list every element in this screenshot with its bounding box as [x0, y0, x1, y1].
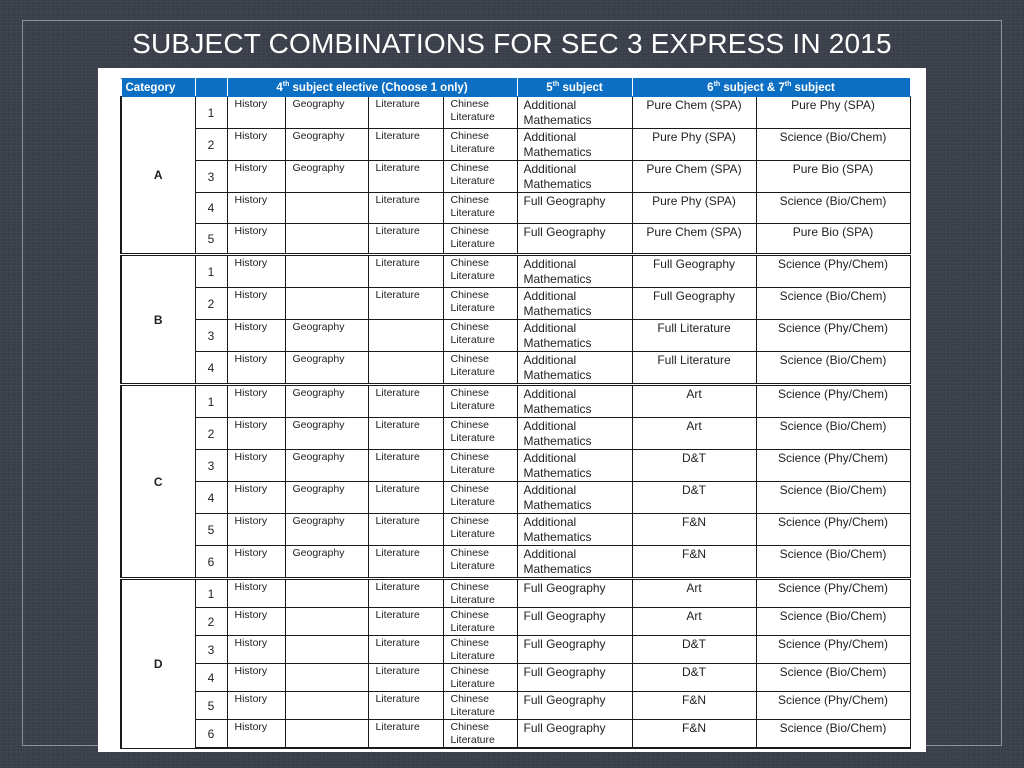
fifth-subject: Additional Mathematics [517, 288, 632, 320]
table-row [121, 664, 910, 692]
sixth-subject: Art [632, 608, 756, 636]
table-row [121, 514, 910, 546]
elective-history: History [227, 636, 285, 664]
seventh-subject: Pure Bio (SPA) [756, 224, 910, 255]
elective-chinese-literature: Chinese Literature [443, 97, 517, 129]
elective-geography [285, 664, 368, 692]
seventh-subject: Science (Bio/Chem) [756, 193, 910, 224]
elective-literature: Literature [368, 450, 443, 482]
elective-literature: Literature [368, 385, 443, 418]
seventh-subject: Science (Bio/Chem) [756, 129, 910, 161]
table-row [121, 352, 910, 385]
table-row [121, 546, 910, 579]
fifth-subject: Full Geography [517, 720, 632, 749]
sixth-subject: Full Geography [632, 288, 756, 320]
combination-number: 1 [195, 385, 227, 418]
fifth-subject: Full Geography [517, 579, 632, 608]
elective-chinese-literature: Chinese Literature [443, 608, 517, 636]
fifth-subject: Additional Mathematics [517, 320, 632, 352]
combination-number: 4 [195, 352, 227, 385]
elective-history: History [227, 450, 285, 482]
fifth-subject: Additional Mathematics [517, 482, 632, 514]
sixth-subject: Full Geography [632, 255, 756, 288]
seventh-subject: Science (Bio/Chem) [756, 720, 910, 749]
elective-history: History [227, 97, 285, 129]
elective-literature: Literature [368, 193, 443, 224]
elective-geography: Geography [285, 320, 368, 352]
seventh-subject: Pure Phy (SPA) [756, 97, 910, 129]
table-row [121, 288, 910, 320]
elective-chinese-literature: Chinese Literature [443, 636, 517, 664]
elective-literature: Literature [368, 288, 443, 320]
category-label: B [121, 255, 195, 385]
sixth-subject: D&T [632, 664, 756, 692]
elective-chinese-literature: Chinese Literature [443, 482, 517, 514]
combination-number: 5 [195, 692, 227, 720]
elective-literature: Literature [368, 97, 443, 129]
elective-history: History [227, 664, 285, 692]
combination-number: 3 [195, 636, 227, 664]
elective-history: History [227, 352, 285, 385]
elective-history: History [227, 579, 285, 608]
sixth-subject: Pure Chem (SPA) [632, 224, 756, 255]
elective-chinese-literature: Chinese Literature [443, 546, 517, 579]
elective-chinese-literature: Chinese Literature [443, 224, 517, 255]
elective-geography [285, 636, 368, 664]
table-row [121, 692, 910, 720]
fifth-subject: Full Geography [517, 224, 632, 255]
elective-chinese-literature: Chinese Literature [443, 579, 517, 608]
seventh-subject: Science (Phy/Chem) [756, 579, 910, 608]
combination-number: 4 [195, 193, 227, 224]
combination-number: 4 [195, 664, 227, 692]
category-label: C [121, 385, 195, 579]
table-row [121, 579, 910, 608]
table-row [121, 450, 910, 482]
table-row [121, 720, 910, 749]
elective-chinese-literature: Chinese Literature [443, 385, 517, 418]
elective-geography: Geography [285, 514, 368, 546]
header-sixth-seventh-subject: 6th subject & 7th subject [632, 79, 910, 97]
elective-history: History [227, 320, 285, 352]
elective-literature: Literature [368, 129, 443, 161]
table-row [121, 418, 910, 450]
seventh-subject: Science (Bio/Chem) [756, 546, 910, 579]
elective-literature: Literature [368, 692, 443, 720]
sixth-subject: D&T [632, 450, 756, 482]
elective-literature: Literature [368, 514, 443, 546]
combination-number: 5 [195, 224, 227, 255]
header-fifth-subject: 5th subject [517, 79, 632, 97]
table-row [121, 97, 910, 129]
elective-literature [368, 352, 443, 385]
fifth-subject: Full Geography [517, 664, 632, 692]
elective-geography: Geography [285, 546, 368, 579]
elective-literature: Literature [368, 664, 443, 692]
elective-geography [285, 255, 368, 288]
elective-literature: Literature [368, 161, 443, 193]
elective-literature: Literature [368, 720, 443, 749]
fifth-subject: Additional Mathematics [517, 129, 632, 161]
elective-chinese-literature: Chinese Literature [443, 450, 517, 482]
elective-history: History [227, 385, 285, 418]
elective-history: History [227, 193, 285, 224]
sixth-subject: Pure Phy (SPA) [632, 129, 756, 161]
header-elective: 4th subject elective (Choose 1 only) [227, 79, 517, 97]
elective-chinese-literature: Chinese Literature [443, 288, 517, 320]
combination-number: 6 [195, 720, 227, 749]
elective-geography [285, 692, 368, 720]
category-label: D [121, 579, 195, 749]
header-number [195, 79, 227, 97]
header-category: Category [121, 79, 195, 97]
seventh-subject: Science (Phy/Chem) [756, 450, 910, 482]
sixth-subject: Art [632, 385, 756, 418]
seventh-subject: Science (Bio/Chem) [756, 608, 910, 636]
elective-geography [285, 193, 368, 224]
elective-history: History [227, 482, 285, 514]
subject-combination-table [120, 78, 911, 749]
fifth-subject: Full Geography [517, 636, 632, 664]
elective-geography: Geography [285, 352, 368, 385]
combination-number: 1 [195, 255, 227, 288]
fifth-subject: Additional Mathematics [517, 514, 632, 546]
fifth-subject: Additional Mathematics [517, 255, 632, 288]
fifth-subject: Additional Mathematics [517, 161, 632, 193]
table-row [121, 608, 910, 636]
sixth-subject: F&N [632, 692, 756, 720]
seventh-subject: Science (Bio/Chem) [756, 352, 910, 385]
sixth-subject: Pure Chem (SPA) [632, 161, 756, 193]
seventh-subject: Science (Phy/Chem) [756, 636, 910, 664]
fifth-subject: Additional Mathematics [517, 97, 632, 129]
elective-literature: Literature [368, 482, 443, 514]
table-header-row [121, 79, 910, 97]
elective-geography: Geography [285, 129, 368, 161]
elective-geography: Geography [285, 450, 368, 482]
table-row [121, 193, 910, 224]
table-row [121, 636, 910, 664]
elective-history: History [227, 692, 285, 720]
table-row [121, 129, 910, 161]
category-label: A [121, 97, 195, 255]
elective-history: History [227, 224, 285, 255]
combination-number: 1 [195, 579, 227, 608]
elective-history: History [227, 288, 285, 320]
sixth-subject: Full Literature [632, 352, 756, 385]
combination-number: 2 [195, 608, 227, 636]
table-row [121, 224, 910, 255]
combination-number: 3 [195, 161, 227, 193]
elective-chinese-literature: Chinese Literature [443, 514, 517, 546]
elective-history: History [227, 608, 285, 636]
seventh-subject: Science (Phy/Chem) [756, 514, 910, 546]
fifth-subject: Additional Mathematics [517, 418, 632, 450]
sixth-subject: Art [632, 418, 756, 450]
table-row [121, 161, 910, 193]
elective-literature: Literature [368, 636, 443, 664]
combination-number: 4 [195, 482, 227, 514]
seventh-subject: Science (Bio/Chem) [756, 288, 910, 320]
seventh-subject: Science (Bio/Chem) [756, 664, 910, 692]
elective-literature: Literature [368, 224, 443, 255]
fifth-subject: Additional Mathematics [517, 546, 632, 579]
seventh-subject: Science (Phy/Chem) [756, 385, 910, 418]
elective-history: History [227, 720, 285, 749]
elective-history: History [227, 546, 285, 579]
elective-chinese-literature: Chinese Literature [443, 352, 517, 385]
combination-number: 1 [195, 97, 227, 129]
elective-literature: Literature [368, 418, 443, 450]
combination-number: 5 [195, 514, 227, 546]
elective-geography: Geography [285, 385, 368, 418]
table-row [121, 320, 910, 352]
slide-title: SUBJECT COMBINATIONS FOR SEC 3 EXPRESS IN 2015 [132, 28, 892, 59]
combination-number: 6 [195, 546, 227, 579]
elective-geography [285, 579, 368, 608]
fifth-subject: Full Geography [517, 608, 632, 636]
fifth-subject: Additional Mathematics [517, 450, 632, 482]
elective-geography [285, 288, 368, 320]
table-sheet [98, 68, 926, 752]
fifth-subject: Full Geography [517, 193, 632, 224]
elective-geography: Geography [285, 161, 368, 193]
elective-history: History [227, 255, 285, 288]
table-row [121, 385, 910, 418]
elective-geography [285, 224, 368, 255]
elective-history: History [227, 161, 285, 193]
sixth-subject: F&N [632, 720, 756, 749]
elective-history: History [227, 418, 285, 450]
table-row [121, 255, 910, 288]
elective-chinese-literature: Chinese Literature [443, 720, 517, 749]
combination-number: 2 [195, 418, 227, 450]
sixth-subject: Art [632, 579, 756, 608]
elective-geography: Geography [285, 482, 368, 514]
combination-number: 2 [195, 129, 227, 161]
elective-chinese-literature: Chinese Literature [443, 255, 517, 288]
sixth-subject: F&N [632, 514, 756, 546]
sixth-subject: Full Literature [632, 320, 756, 352]
elective-chinese-literature: Chinese Literature [443, 418, 517, 450]
combination-number: 3 [195, 320, 227, 352]
elective-chinese-literature: Chinese Literature [443, 129, 517, 161]
sixth-subject: D&T [632, 482, 756, 514]
seventh-subject: Science (Bio/Chem) [756, 482, 910, 514]
elective-history: History [227, 514, 285, 546]
elective-chinese-literature: Chinese Literature [443, 692, 517, 720]
elective-chinese-literature: Chinese Literature [443, 193, 517, 224]
sixth-subject: D&T [632, 636, 756, 664]
elective-geography: Geography [285, 97, 368, 129]
elective-literature: Literature [368, 608, 443, 636]
sixth-subject: Pure Chem (SPA) [632, 97, 756, 129]
fifth-subject: Additional Mathematics [517, 385, 632, 418]
seventh-subject: Science (Bio/Chem) [756, 418, 910, 450]
elective-geography [285, 720, 368, 749]
elective-geography [285, 608, 368, 636]
elective-chinese-literature: Chinese Literature [443, 320, 517, 352]
elective-literature [368, 320, 443, 352]
elective-literature: Literature [368, 546, 443, 579]
seventh-subject: Science (Phy/Chem) [756, 320, 910, 352]
seventh-subject: Pure Bio (SPA) [756, 161, 910, 193]
elective-chinese-literature: Chinese Literature [443, 664, 517, 692]
seventh-subject: Science (Phy/Chem) [756, 692, 910, 720]
fifth-subject: Full Geography [517, 692, 632, 720]
elective-geography: Geography [285, 418, 368, 450]
elective-literature: Literature [368, 579, 443, 608]
sixth-subject: F&N [632, 546, 756, 579]
sixth-subject: Pure Phy (SPA) [632, 193, 756, 224]
combination-number: 3 [195, 450, 227, 482]
fifth-subject: Additional Mathematics [517, 352, 632, 385]
elective-history: History [227, 129, 285, 161]
combination-number: 2 [195, 288, 227, 320]
seventh-subject: Science (Phy/Chem) [756, 255, 910, 288]
elective-literature: Literature [368, 255, 443, 288]
table-row [121, 482, 910, 514]
elective-chinese-literature: Chinese Literature [443, 161, 517, 193]
